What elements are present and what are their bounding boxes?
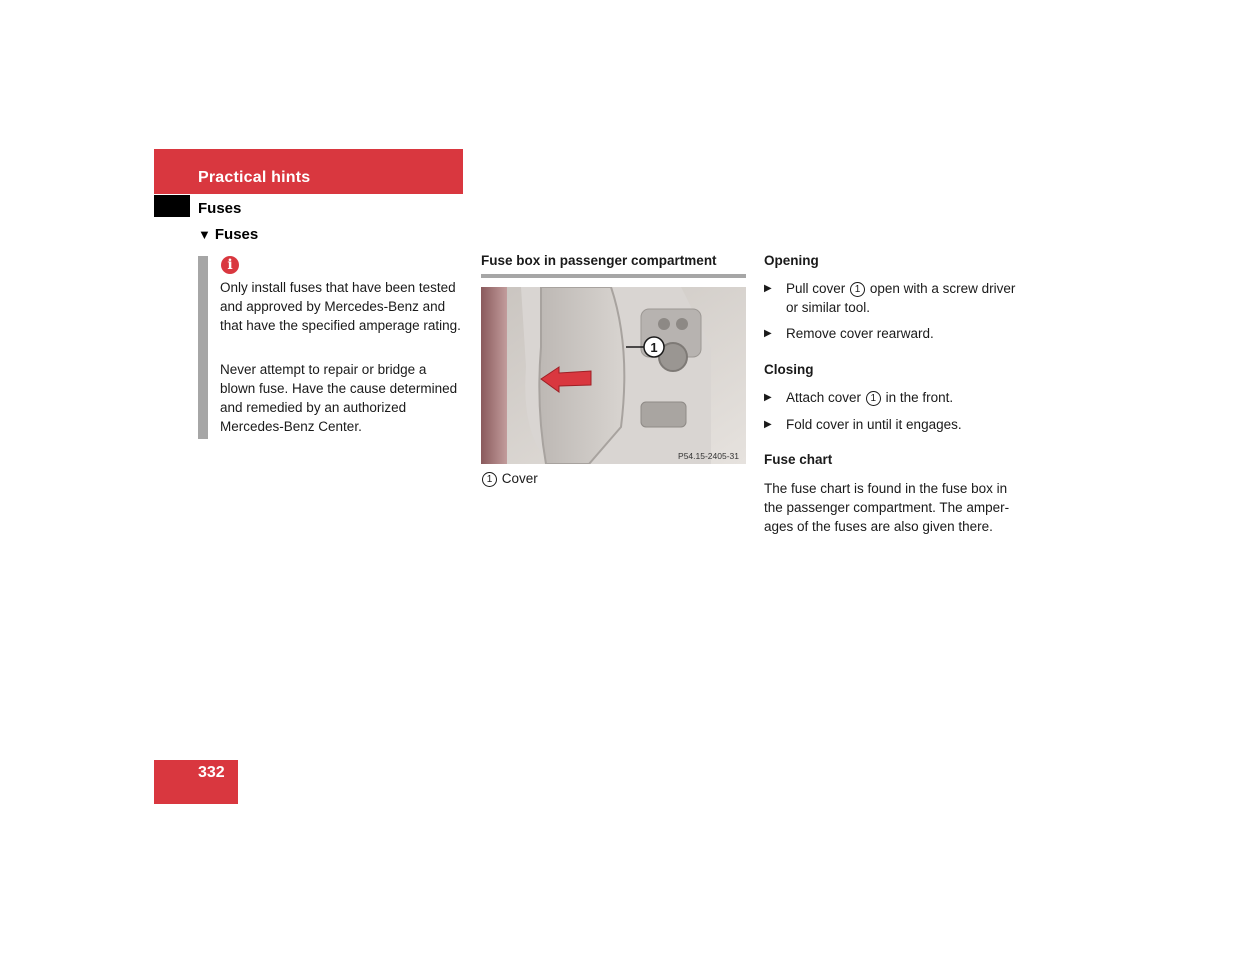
page-number-box xyxy=(154,760,238,804)
page-number: 332 xyxy=(198,764,225,781)
info-paragraph-1: Only install fuses that have been tested and approved by Mercedes-Benz and that have the specified amperage rating. xyxy=(220,280,461,333)
opening-heading: Opening xyxy=(764,253,819,268)
section-tab xyxy=(154,195,190,217)
fuse-chart-text: The fuse chart is found in the fuse box in the passenger compartment. The amper-ages of the fuses are also given there. xyxy=(764,481,1010,534)
step-ref-number: 1 xyxy=(850,282,865,297)
info-icon: i xyxy=(221,256,239,274)
fuse-chart-heading: Fuse chart xyxy=(764,452,833,467)
chapter-subtitle: Fuses xyxy=(198,200,242,217)
bullet-triangle-icon: ▶ xyxy=(764,419,772,430)
bullet-triangle-icon: ▶ xyxy=(764,328,772,339)
step-ref-number: 1 xyxy=(866,391,881,406)
caption-text: Cover xyxy=(501,471,538,486)
chapter-title: Practical hints xyxy=(198,169,311,186)
section-title xyxy=(198,226,258,243)
step-text: Fold cover in until it engages. xyxy=(786,417,962,432)
step-text-post: in the front. xyxy=(885,390,954,405)
info-paragraph-2: Never attempt to repair or bridge a blown fuse. Have the cause determined and remedied by an authorized Mercedes-Benz Center. xyxy=(220,362,458,434)
figure-caption xyxy=(481,469,538,488)
opening-step-1 xyxy=(764,279,1029,317)
closing-step-1 xyxy=(764,388,1029,407)
caption-number: 1 xyxy=(482,472,497,487)
step-text: Remove cover rearward. xyxy=(786,326,934,341)
step-text-pre: Attach cover xyxy=(786,390,862,405)
closing-step-2 xyxy=(764,415,1029,434)
triangle-down-icon: ▼ xyxy=(198,227,211,242)
closing-heading: Closing xyxy=(764,362,814,377)
opening-step-2 xyxy=(764,324,1029,343)
figure-title: Fuse box in passenger compartment xyxy=(481,253,746,278)
fuse-box-photo xyxy=(481,287,746,464)
bullet-triangle-icon: ▶ xyxy=(764,392,772,403)
info-bar xyxy=(198,256,208,439)
figure-callout: 1 xyxy=(650,340,658,355)
step-text-post: open with a screw driver or similar tool. xyxy=(786,281,1016,315)
section-title-text: Fuses xyxy=(214,226,259,243)
step-text-pre: Pull cover xyxy=(786,281,846,296)
fuse-box-illustration xyxy=(481,287,746,464)
figure-code: P54.15-2405-31 xyxy=(678,451,739,461)
bullet-triangle-icon: ▶ xyxy=(764,283,772,294)
